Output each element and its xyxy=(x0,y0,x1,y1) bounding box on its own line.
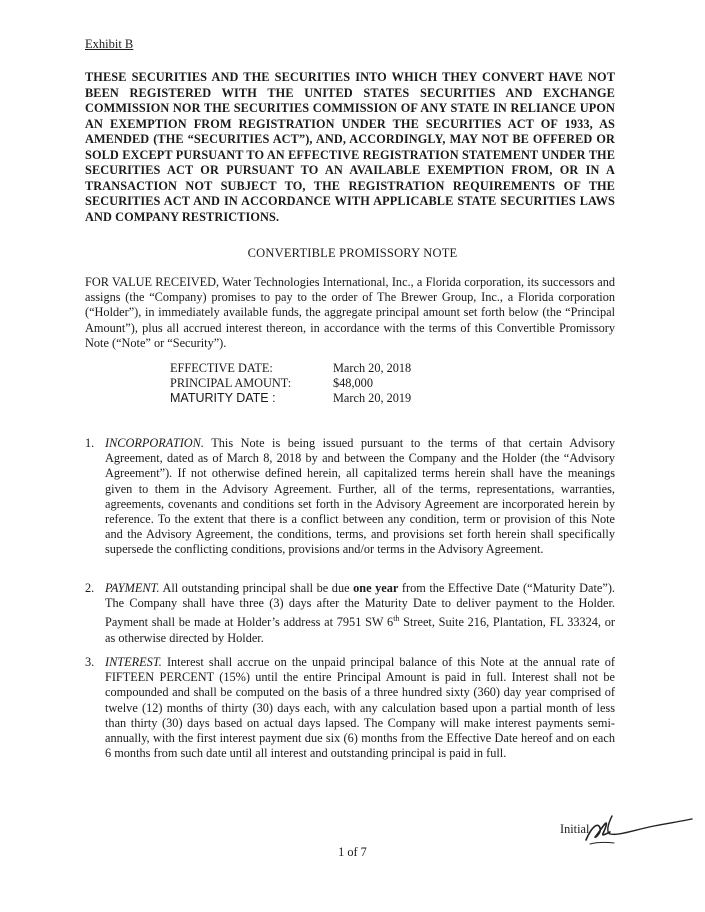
key-terms xyxy=(170,361,411,407)
section-heading: PAYMENT. xyxy=(105,581,160,595)
section-bold-term: one year xyxy=(353,581,399,595)
document-title: CONVERTIBLE PROMISSORY NOTE xyxy=(247,246,458,260)
section-text: Street, Suite 216, Plantation, FL 33324, or as otherwise directed by Holder. xyxy=(105,615,615,645)
section-text: All outstanding principal shall be due xyxy=(162,581,350,595)
handwritten-initials xyxy=(584,806,694,846)
securities-legend: THESE SECURITIES AND THE SECURITIES INTO WHICH THEY CONVERT HAVE NOT BEEN REGISTERED WITH THE UNITED STATES SECURITIES AND EXCHANGE COMMISSION NOR THE SECURITIES COMMISSION OF ANY STATE IN RELIANCE UPON AN EXEMPTION FROM REGISTRATION UNDER THE SECURITIES ACT OF 1933, AS AMENDED (THE “SECURITIES ACT”), AND, ACCORDINGLY, MAY NOT BE OFFERED OR SOLD EXCEPT PURSUANT TO AN EFFECTIVE REGISTRATION STATEMENT UNDER THE SECURITIES ACT OR PURSUANT TO AN AVAILABLE EXEMPTION FROM, OR IN A TRANSACTION NOT SUBJECT TO, THE REGISTRATION REQUIREMENTS OF THE SECURITIES ACT AND IN ACCORDANCE WITH APPLICABLE STATE SECURITIES LAWS AND COMPANY RESTRICTIONS. xyxy=(85,70,615,224)
section-interest xyxy=(85,655,615,761)
section-payment xyxy=(85,581,615,646)
term-label: EFFECTIVE DATE: xyxy=(170,361,273,375)
section-text: This Note is being issued pursuant to the terms of that certain Advisory Agreement, dated as of March 8, 2018 by and between the Company and the Holder (the “Advisory Agreement”). If not otherwise defined herein, all capitalized terms herein shall have the meanings given to them in the Advisory Agreement. Further, all of the terms, representations, warranties, agreements, covenants and conditions set forth in the Advisory Agreement are incorporated herein by reference. To the extent that there is a conflict between any condition, term or provision of this Note and the Advisory Agreement, the conditions, terms, and provisions set forth herein shall specifically supersede the conflicting conditions, provisions and/or terms in the Advisory Agreement. xyxy=(105,436,615,557)
section-text: from the Effective Date (“Maturity Date”). The Company shall have three (3) days after the Maturity Date to deliver payment to the Holder. Payment shall be made at Holder’s address at 7951 SW 6 xyxy=(105,581,616,630)
section-number: 2. xyxy=(85,581,95,595)
term-row-maturity-date xyxy=(170,391,411,406)
ordinal-superscript: th xyxy=(393,614,400,624)
exhibit-label: Exhibit B xyxy=(85,37,134,51)
term-label: MATURITY DATE : xyxy=(170,391,276,406)
section-heading: INCORPORATION. xyxy=(105,436,204,450)
term-label: PRINCIPAL AMOUNT: xyxy=(170,376,292,391)
section-number: 3. xyxy=(85,655,95,669)
page-number: 1 of 7 xyxy=(338,845,367,859)
initial-label: Initial xyxy=(560,822,590,836)
section-incorporation xyxy=(85,436,615,558)
term-value: $48,000 xyxy=(333,376,373,391)
term-row-effective-date xyxy=(170,361,411,376)
term-value: March 20, 2019 xyxy=(333,391,412,406)
term-value: March 20, 2018 xyxy=(333,361,412,375)
section-number: 1. xyxy=(85,436,95,450)
term-row-principal-amount xyxy=(170,376,411,391)
section-heading: INTEREST. xyxy=(105,655,162,669)
intro-paragraph: FOR VALUE RECEIVED, Water Technologies International, Inc., a Florida corporation, its successors and assigns (the “Company) promises to pay to the order of The Brewer Group, Inc., a Florida corporation (“Holder”), in immediately available funds, the aggregate principal amount set forth below (the “Principal Amount”), plus all accrued interest thereon, in accordance with the terms of this Convertible Promissory Note (“Note” or “Security”). xyxy=(85,275,615,350)
section-text: Interest shall accrue on the unpaid principal balance of this Note at the annual rate of FIFTEEN PERCENT (15%) until the entire Principal Amount is paid in full. Interest shall not be compounded and shall be computed on the basis of a three hundred sixty (360) day year comprised of twelve (12) months of thirty (30) days each, with any calculation based upon a partial month of less than thirty (30) days based on actual days lapsed. The Company will make interest payments semi-annually, with the first interest payment due six (6) months from the Effective Date hereof and on each 6 months from such date until all interest and outstanding principal is paid in full. xyxy=(105,655,615,761)
